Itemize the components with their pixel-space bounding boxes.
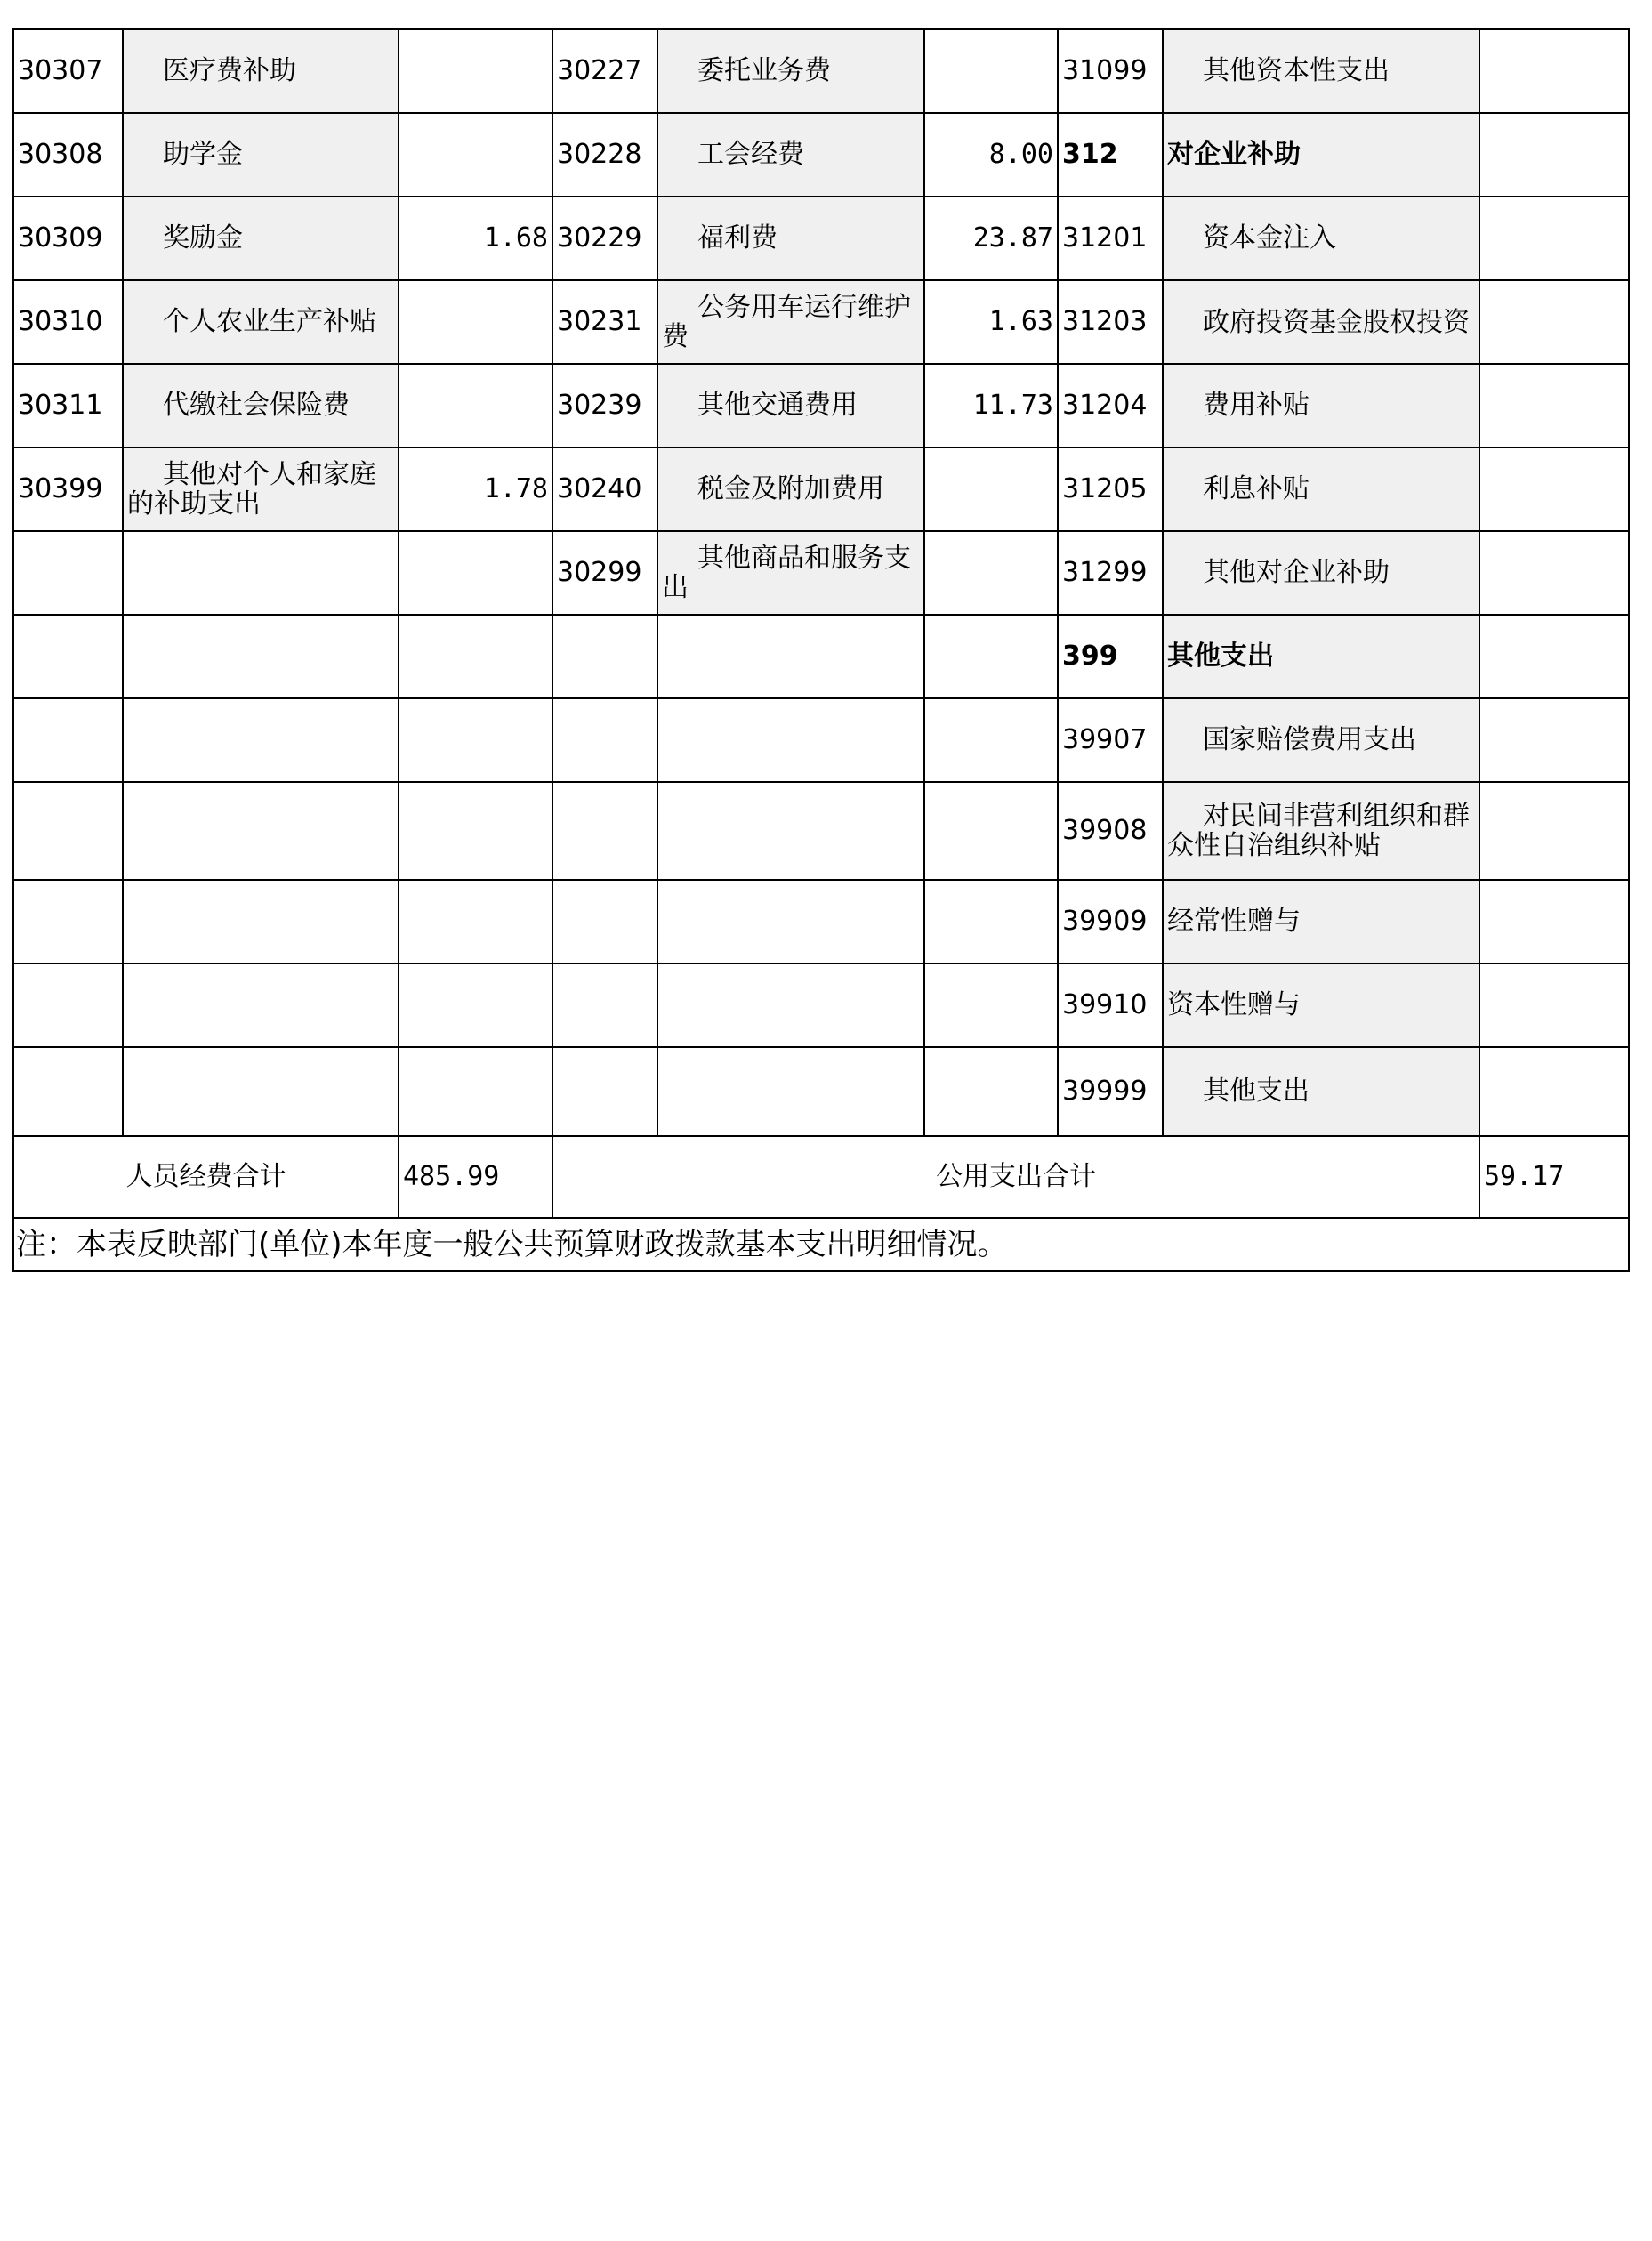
code-cell	[552, 880, 657, 963]
code-cell	[13, 615, 123, 698]
amount-cell	[399, 782, 552, 880]
code-cell	[13, 531, 123, 615]
code-cell: 39999	[1058, 1047, 1163, 1136]
code-cell: 30228	[552, 113, 657, 197]
code-cell: 31203	[1058, 280, 1163, 364]
amount-cell	[1479, 29, 1629, 113]
item-name: 医疗费补助	[163, 55, 296, 86]
amount-cell	[924, 782, 1058, 880]
table-row	[13, 782, 1629, 880]
item-name: 其他资本性支出	[1203, 55, 1390, 86]
code-cell	[13, 698, 123, 782]
amount-cell	[1479, 1047, 1629, 1136]
item-name: 个人农业生产补贴	[163, 306, 376, 337]
amount-cell	[924, 880, 1058, 963]
code-cell	[552, 698, 657, 782]
item-name: 工会经费	[697, 139, 804, 170]
name-cell	[1163, 280, 1479, 364]
public-total-amount: 59.17	[1479, 1136, 1629, 1218]
code-cell: 30239	[552, 364, 657, 447]
amount-cell	[1479, 447, 1629, 531]
amount-cell	[1479, 531, 1629, 615]
public-total-label: 公用支出合计	[552, 1136, 1479, 1218]
amount-cell: 8.00	[924, 113, 1058, 197]
note-row	[13, 1218, 1629, 1271]
item-name: 奖励金	[163, 222, 243, 254]
code-cell: 39908	[1058, 782, 1163, 880]
table-row	[13, 29, 1629, 113]
table-row	[13, 880, 1629, 963]
amount-cell	[924, 29, 1058, 113]
amount-cell	[1479, 113, 1629, 197]
table-row	[13, 280, 1629, 364]
code-cell	[552, 963, 657, 1047]
name-cell	[123, 615, 399, 698]
name-cell	[657, 880, 924, 963]
code-cell: 39910	[1058, 963, 1163, 1047]
code-cell: 30310	[13, 280, 123, 364]
name-cell	[1163, 531, 1479, 615]
code-cell: 30307	[13, 29, 123, 113]
amount-cell	[399, 698, 552, 782]
code-cell: 30399	[13, 447, 123, 531]
code-cell: 30227	[552, 29, 657, 113]
amount-cell: 1.63	[924, 280, 1058, 364]
item-name: 助学金	[163, 139, 243, 170]
amount-cell	[399, 29, 552, 113]
name-cell	[657, 197, 924, 280]
budget-detail-table	[12, 28, 1630, 1272]
amount-cell	[399, 1047, 552, 1136]
name-cell	[123, 963, 399, 1047]
amount-cell	[1479, 364, 1629, 447]
amount-cell	[399, 880, 552, 963]
name-cell	[657, 698, 924, 782]
amount-cell: 11.73	[924, 364, 1058, 447]
item-name: 福利费	[697, 222, 778, 254]
table-row	[13, 963, 1629, 1047]
personnel-total-amount: 485.99	[399, 1136, 552, 1218]
name-cell	[123, 29, 399, 113]
amount-cell	[399, 280, 552, 364]
item-name: 费用补贴	[1203, 390, 1310, 421]
amount-cell	[1479, 197, 1629, 280]
code-cell	[13, 963, 123, 1047]
item-name: 公务用车运行维护费	[662, 292, 911, 352]
name-cell	[1163, 113, 1479, 197]
item-name: 代缴社会保险费	[163, 390, 350, 421]
amount-cell: 1.78	[399, 447, 552, 531]
table-row	[13, 364, 1629, 447]
code-cell: 30311	[13, 364, 123, 447]
item-name: 资本金注入	[1203, 222, 1336, 254]
code-cell	[552, 615, 657, 698]
table-row	[13, 1047, 1629, 1136]
table-row	[13, 698, 1629, 782]
table-row	[13, 615, 1629, 698]
code-cell: 39907	[1058, 698, 1163, 782]
code-cell: 30240	[552, 447, 657, 531]
code-cell: 30309	[13, 197, 123, 280]
name-cell	[123, 782, 399, 880]
name-cell	[123, 880, 399, 963]
name-cell	[123, 364, 399, 447]
amount-cell	[399, 615, 552, 698]
code-cell	[552, 1047, 657, 1136]
item-name: 资本性赠与	[1167, 989, 1301, 1020]
name-cell	[657, 782, 924, 880]
name-cell	[657, 447, 924, 531]
amount-cell	[399, 364, 552, 447]
table-row	[13, 113, 1629, 197]
name-cell	[123, 197, 399, 280]
name-cell	[1163, 29, 1479, 113]
name-cell	[657, 1047, 924, 1136]
item-name: 国家赔偿费用支出	[1203, 724, 1416, 755]
name-cell	[1163, 197, 1479, 280]
amount-cell	[924, 963, 1058, 1047]
name-cell	[657, 531, 924, 615]
name-cell	[1163, 963, 1479, 1047]
name-cell	[657, 29, 924, 113]
amount-cell	[924, 447, 1058, 531]
code-cell: 39909	[1058, 880, 1163, 963]
code-cell: 31201	[1058, 197, 1163, 280]
name-cell	[657, 280, 924, 364]
code-cell: 30229	[552, 197, 657, 280]
item-name: 对企业补助	[1167, 139, 1301, 170]
item-name: 其他商品和服务支出	[662, 543, 911, 603]
name-cell	[123, 113, 399, 197]
name-cell	[123, 1047, 399, 1136]
name-cell	[657, 113, 924, 197]
name-cell	[1163, 880, 1479, 963]
table-note: 注：本表反映部门(单位)本年度一般公共预算财政拨款基本支出明细情况。	[13, 1218, 1629, 1271]
amount-cell	[1479, 782, 1629, 880]
name-cell	[1163, 1047, 1479, 1136]
name-cell	[1163, 698, 1479, 782]
name-cell	[1163, 447, 1479, 531]
code-cell: 31205	[1058, 447, 1163, 531]
code-cell: 312	[1058, 113, 1163, 197]
item-name: 其他交通费用	[697, 390, 858, 421]
name-cell	[657, 615, 924, 698]
name-cell	[123, 698, 399, 782]
code-cell: 30299	[552, 531, 657, 615]
name-cell	[123, 447, 399, 531]
amount-cell	[1479, 698, 1629, 782]
amount-cell	[1479, 615, 1629, 698]
amount-cell	[1479, 880, 1629, 963]
name-cell	[657, 364, 924, 447]
table-row	[13, 447, 1629, 531]
code-cell: 31099	[1058, 29, 1163, 113]
item-name: 其他对企业补助	[1203, 557, 1390, 588]
name-cell	[1163, 615, 1479, 698]
item-name: 其他对个人和家庭的补助支出	[127, 459, 376, 520]
code-cell	[13, 1047, 123, 1136]
name-cell	[657, 963, 924, 1047]
name-cell	[123, 531, 399, 615]
code-cell: 31204	[1058, 364, 1163, 447]
amount-cell	[1479, 963, 1629, 1047]
item-name: 委托业务费	[697, 55, 831, 86]
name-cell	[1163, 782, 1479, 880]
code-cell: 30231	[552, 280, 657, 364]
name-cell	[123, 280, 399, 364]
item-name: 经常性赠与	[1167, 906, 1301, 937]
amount-cell	[399, 963, 552, 1047]
code-cell	[552, 782, 657, 880]
code-cell	[13, 880, 123, 963]
code-cell: 399	[1058, 615, 1163, 698]
amount-cell	[924, 698, 1058, 782]
amount-cell	[399, 113, 552, 197]
amount-cell: 23.87	[924, 197, 1058, 280]
amount-cell	[399, 531, 552, 615]
amount-cell	[1479, 280, 1629, 364]
item-name: 利息补贴	[1203, 473, 1310, 504]
amount-cell: 1.68	[399, 197, 552, 280]
amount-cell	[924, 531, 1058, 615]
code-cell	[13, 782, 123, 880]
item-name: 对民间非营利组织和群众性自治组织补贴	[1167, 801, 1470, 861]
personnel-total-label: 人员经费合计	[13, 1136, 399, 1218]
table-row	[13, 531, 1629, 615]
code-cell: 30308	[13, 113, 123, 197]
item-name: 其他支出	[1203, 1076, 1310, 1107]
code-cell: 31299	[1058, 531, 1163, 615]
name-cell	[1163, 364, 1479, 447]
table-row	[13, 197, 1629, 280]
amount-cell	[924, 615, 1058, 698]
amount-cell	[924, 1047, 1058, 1136]
item-name: 其他支出	[1167, 641, 1274, 672]
totals-row	[13, 1136, 1629, 1218]
item-name: 政府投资基金股权投资	[1203, 306, 1470, 338]
item-name: 税金及附加费用	[697, 473, 884, 504]
